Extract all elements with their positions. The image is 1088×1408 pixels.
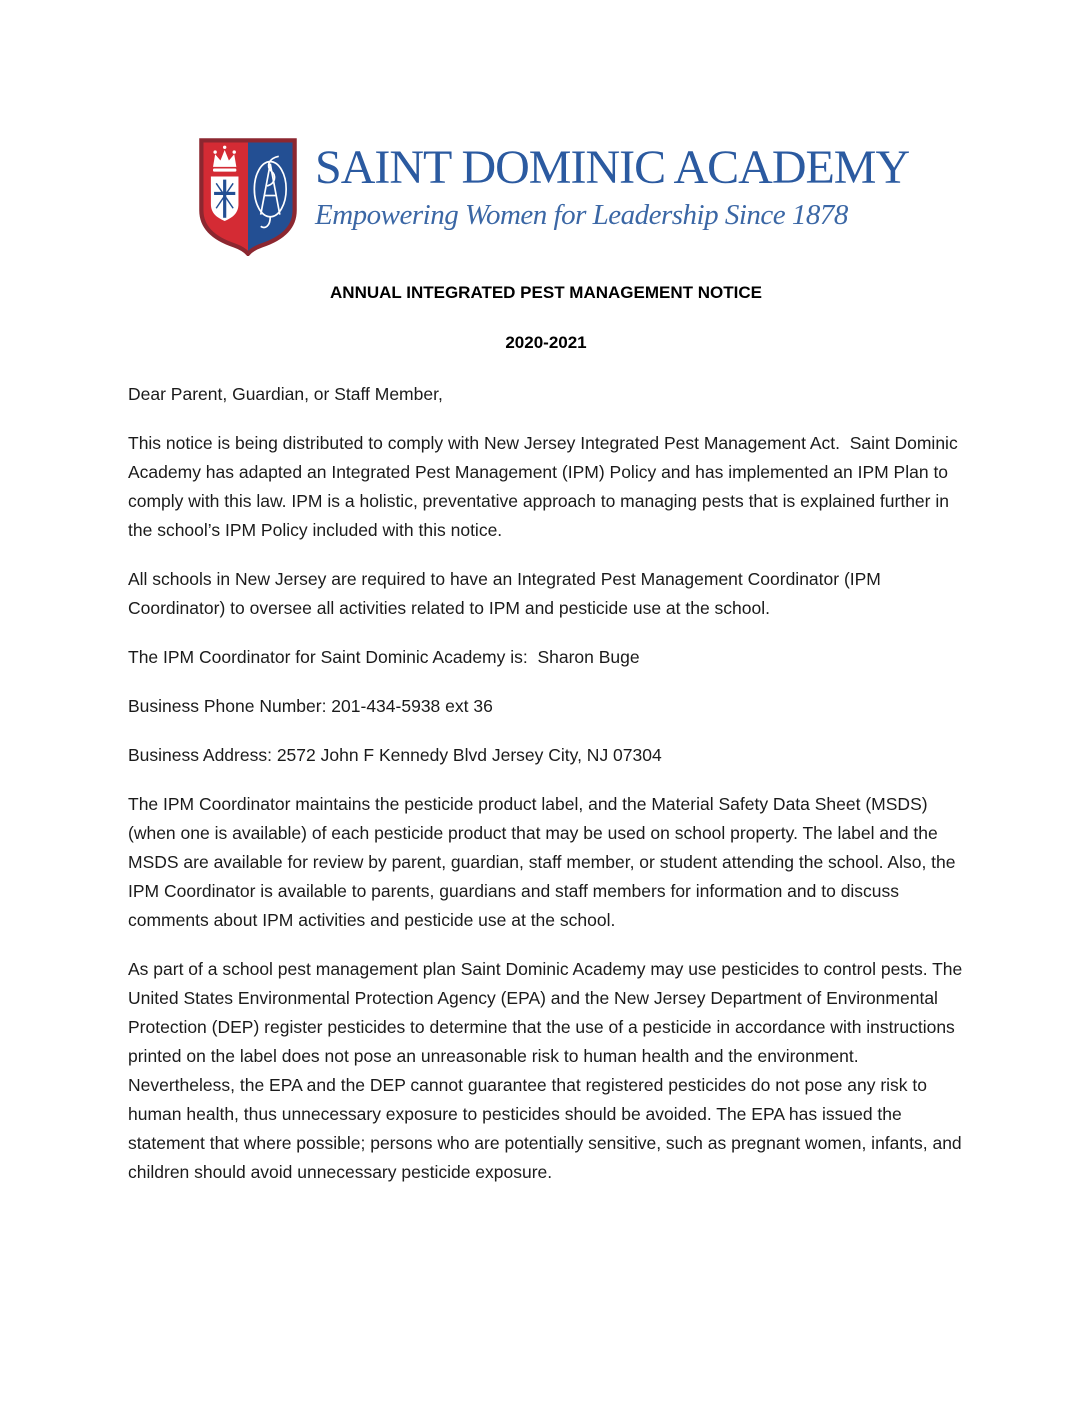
paragraph-distribution-notice: This notice is being distributed to comply with New Jersey Integrated Pest Management Act. Saint Dominic Academy has adapted an Integrated Pest Management (IPM) Policy and has implemented an IPM Plan to comply with this law. IPM is a holistic, preventative approach to managing pests that is explained further in the school’s IPM Policy included with this notice.	[128, 433, 962, 540]
paragraph-epa-dep-registration: As part of a school pest management plan Saint Dominic Academy may use pesticides to control pests. The United States Environmental Protection Agency (EPA) and the New Jersey Department of Environmental Protection (DEP) register pesticides to determine that the use of a pesticide in accordance with instructions printed on the label does not pose an unreasonable risk to human health and the environment. Nevertheless, the EPA and the DEP cannot guarantee that registered pesticides do not pose any risk to human health, thus unnecessary exposure to pesticides should be avoided. The EPA has issued the statement that where possible; persons who are potentially sensitive, such as pregnant women, infants, and children should avoid unnecessary pesticide exposure.	[128, 959, 968, 1182]
school-logo	[195, 134, 909, 256]
notice-paragraphs	[128, 380, 968, 1187]
school-year: 2020-2021	[505, 333, 587, 352]
paragraph-msds-availability: The IPM Coordinator maintains the pesticide product label, and the Material Safety Data Sheet (MSDS) (when one is available) of each pesticide product that may be used on school property. The label and the MSDS are available for review by parent, guardian, staff member, or student attending the school. Also, the IPM Coordinator is available to parents, guardians and staff members for information and to discuss comments about IPM activities and pesticide use at the school.	[128, 794, 961, 930]
school-wordmark	[315, 134, 909, 230]
coordinator-name-line: The IPM Coordinator for Saint Dominic Academy is: Sharon Buge	[128, 647, 640, 667]
school-crest-shield-icon	[195, 134, 301, 256]
notice-title: ANNUAL INTEGRATED PEST MANAGEMENT NOTICE	[330, 283, 762, 302]
business-phone-line: Business Phone Number: 201-434-5938 ext 36	[128, 696, 493, 716]
dominican-cross-icon	[211, 176, 239, 221]
school-tagline: Empowering Women for Leadership Since 1878	[315, 198, 848, 231]
salutation: Dear Parent, Guardian, or Staff Member,	[128, 384, 443, 404]
notice-content	[128, 282, 968, 1207]
school-name: SAINT DOMINIC ACADEMY	[315, 141, 910, 194]
business-address-line: Business Address: 2572 John F Kennedy Blvd Jersey City, NJ 07304	[128, 745, 662, 765]
paragraph-coordinator-requirement: All schools in New Jersey are required to have an Integrated Pest Management Coordinator (IPM Coordinator) to oversee all activities related to IPM and pesticide use at the school.	[128, 569, 886, 618]
